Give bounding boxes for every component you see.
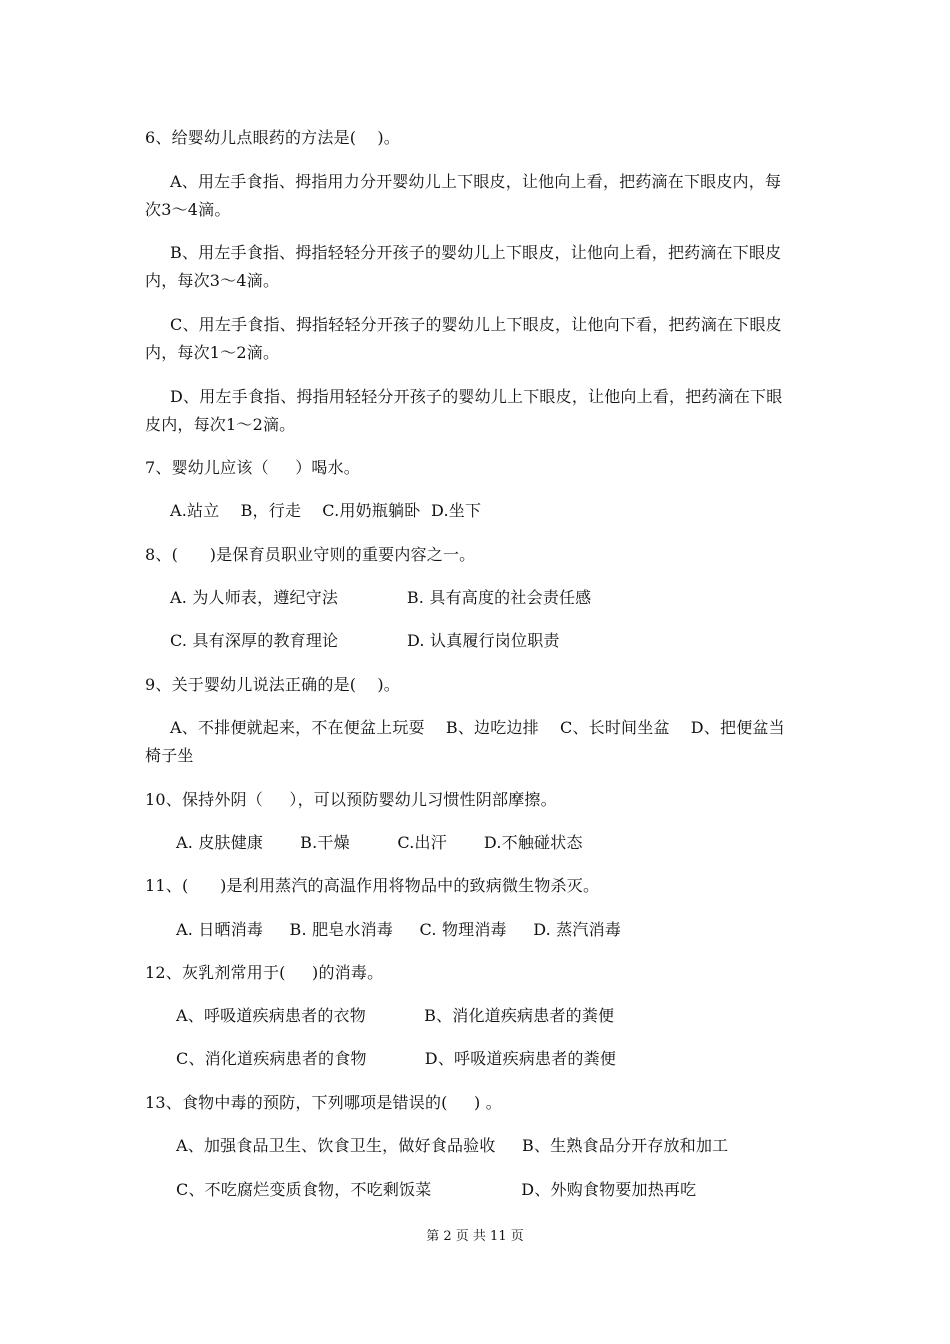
question-8-options-row2: C. 具有深厚的教育理论 D. 认真履行岗位职责 [170, 631, 560, 650]
question-8-stem: 8、( )是保育员职业守则的重要内容之一。 [145, 545, 476, 564]
question-7-stem: 7、婴幼儿应该（ ）喝水。 [145, 458, 361, 477]
question-11-options: A. 日晒消毒 B. 肥皂水消毒 C. 物理消毒 D. 蒸汽消毒 [176, 920, 622, 939]
question-10-options: A. 皮肤健康 B.干燥 C.出汗 D.不触碰状态 [176, 833, 583, 852]
question-8-options-row1: A. 为人师表，遵纪守法 B. 具有高度的社会责任感 [170, 588, 592, 607]
question-6-option-c-line1: C、用左手食指、拇指轻轻分开孩子的婴幼儿上下眼皮，让他向下看，把药滴在下眼皮 [170, 315, 782, 334]
question-9-options-line1: A、不排便就起来，不在便盆上玩耍 B、边吃边排 C、长时间坐盆 D、把便盆当 [170, 718, 785, 737]
question-6-option-d-line1: D、用左手食指、拇指用轻轻分开孩子的婴幼儿上下眼皮，让他向上看，把药滴在下眼 [170, 387, 783, 406]
question-12-options-row1: A、呼吸道疾病患者的衣物 B、消化道疾病患者的粪便 [176, 1006, 615, 1025]
question-7-options: A.站立 B，行走 C.用奶瓶躺卧 D.坐下 [170, 501, 482, 520]
question-6-option-c-line2: 内，每次1～2滴。 [145, 343, 280, 362]
question-6-option-d-line2: 皮内，每次1～2滴。 [145, 415, 296, 434]
question-6-option-b-line1: B、用左手食指、拇指轻轻分开孩子的婴幼儿上下眼皮，让他向上看，把药滴在下眼皮 [170, 243, 782, 262]
question-13-options-row1: A、加强食品卫生、饮食卫生，做好食品验收 B、生熟食品分开存放和加工 [176, 1136, 729, 1155]
page-footer: 第 2 页 共 11 页 [426, 1229, 524, 1244]
question-9-stem: 9、关于婴幼儿说法正确的是( )。 [145, 675, 401, 694]
question-9-options-line2: 椅子坐 [145, 746, 194, 765]
question-12-options-row2: C、消化道疾病患者的食物 D、呼吸道疾病患者的粪便 [176, 1049, 617, 1068]
question-13-options-row2: C、不吃腐烂变质食物，不吃剩饭菜 D、外购食物要加热再吃 [176, 1180, 697, 1199]
question-13-stem: 13、食物中毒的预防，下列哪项是错误的( ) 。 [145, 1093, 502, 1112]
question-10-stem: 10、保持外阴（ ），可以预防婴幼儿习惯性阴部摩擦。 [145, 790, 557, 809]
question-6-option-a-line2: 次3～4滴。 [145, 200, 231, 219]
question-6-option-b-line2: 内，每次3～4滴。 [145, 271, 280, 290]
question-11-stem: 11、( )是利用蒸汽的高温作用将物品中的致病微生物杀灭。 [145, 876, 600, 895]
question-6-stem: 6、给婴幼儿点眼药的方法是( )。 [145, 128, 401, 147]
question-6-option-a-line1: A、用左手食指、拇指用力分开婴幼儿上下眼皮，让他向上看，把药滴在下眼皮内，每 [170, 172, 782, 191]
question-12-stem: 12、灰乳剂常用于( )的消毒。 [145, 963, 384, 982]
